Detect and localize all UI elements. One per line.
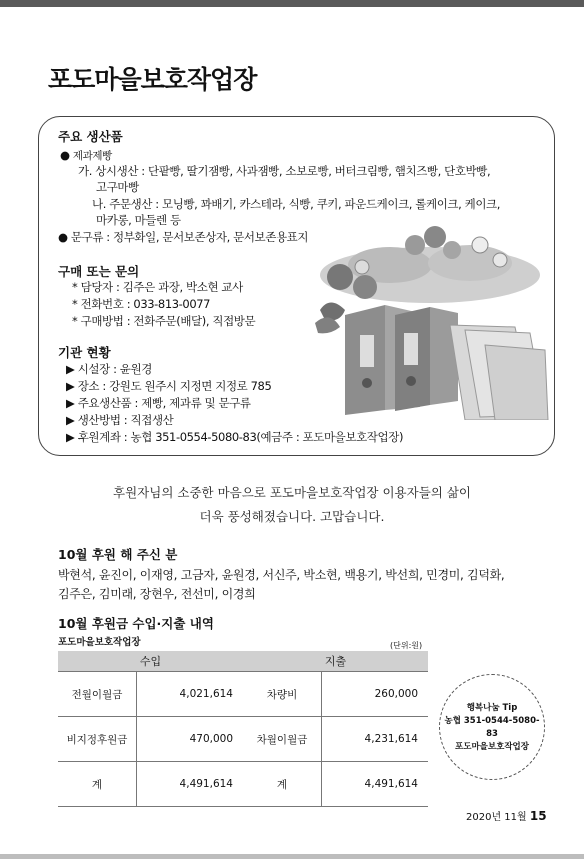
expense-value: 4,231,614 xyxy=(322,717,429,762)
products-heading: 주요 생산품 xyxy=(58,129,123,144)
top-bar xyxy=(0,0,584,7)
expense-value: 4,491,614 xyxy=(322,762,429,807)
table-row xyxy=(58,672,243,717)
order-products-line-cont: 마카롱, 마들렌 등 xyxy=(96,213,181,227)
income-table xyxy=(58,651,243,807)
status-location: ▶ 장소 : 강원도 원주시 지정면 지정로 785 xyxy=(66,379,272,393)
order-products-line: 나. 주문생산 : 모닝빵, 꽈배기, 카스테라, 식빵, 쿠키, 파운드케이크, 롤케이크, 케이크, xyxy=(92,197,501,211)
contact-manager: * 담당자 : 김주은 과장, 박소현 교사 xyxy=(72,280,243,294)
bottom-bar xyxy=(0,854,584,859)
contact-method: * 구매방법 : 전화주문(배달), 직접방문 xyxy=(72,314,256,328)
regular-products-line-cont: 고구마빵 xyxy=(96,180,139,194)
expense-label: 차량비 xyxy=(243,672,322,717)
bullet-icon: ● xyxy=(58,230,68,244)
tip-account: 농협 351-0544-5080-83 xyxy=(444,716,540,739)
bullet-icon: ● xyxy=(60,148,70,162)
footer-date: 2020년 11월 xyxy=(466,812,527,823)
income-label: 전월이월금 xyxy=(58,672,137,717)
income-label: 계 xyxy=(58,762,137,807)
income-value: 470,000 xyxy=(137,717,244,762)
expense-value: 260,000 xyxy=(322,672,429,717)
expense-header: 지출 xyxy=(243,651,428,672)
page-footer xyxy=(466,808,547,823)
income-header: 수입 xyxy=(58,651,243,672)
contact-heading: 구매 또는 문의 xyxy=(58,264,140,279)
table-row xyxy=(243,672,428,717)
tip-owner: 포도마을보호작업장 xyxy=(455,742,529,752)
regular-products-line: 가. 상시생산 : 단팥빵, 딸기잼빵, 사과잼빵, 소보로빵, 버터크림빵, 햄치즈빵, 단호박빵, xyxy=(78,164,491,178)
income-label: 비지정후원금 xyxy=(58,717,137,762)
expense-label: 계 xyxy=(243,762,322,807)
contact-phone: * 전화번호 : 033-813-0077 xyxy=(72,297,211,311)
products-photo xyxy=(300,215,550,420)
finance-org: 포도마을보호작업장 xyxy=(58,637,141,648)
expense-label: 차월이월금 xyxy=(243,717,322,762)
thanks-line-1: 후원자님의 소중한 마음으로 포도마을보호작업장 이용자들의 삶이 xyxy=(113,485,471,500)
tip-title: 행복나눔 Tip xyxy=(466,703,518,713)
stationery-text: 문구류 : 정부화일, 문서보존상자, 문서보존용표지 xyxy=(70,230,309,244)
expense-table xyxy=(243,651,428,807)
page-title: 포도마을보호작업장 xyxy=(48,65,257,94)
donors-heading: 10월 후원 해 주신 분 xyxy=(58,547,178,562)
table-row xyxy=(243,762,428,807)
stationery-item xyxy=(58,229,308,245)
status-account: ▶ 후원계좌 : 농협 351-0554-5080-83(예금주 : 포도마을보호작업장) xyxy=(66,430,404,444)
finance-heading: 10월 후원금 수입·지출 내역 xyxy=(58,616,214,631)
table-row xyxy=(58,762,243,807)
bakery-item xyxy=(60,148,112,163)
table-row xyxy=(243,717,428,762)
tip-badge xyxy=(439,674,545,780)
bakery-label: 제과제빵 xyxy=(72,150,112,162)
income-value: 4,491,614 xyxy=(137,762,244,807)
income-value: 4,021,614 xyxy=(137,672,244,717)
table-row xyxy=(58,717,243,762)
status-heading: 기관 현황 xyxy=(58,345,111,360)
status-director: ▶ 시설장 : 윤원경 xyxy=(66,362,152,376)
thanks-line-2: 더욱 풍성해졌습니다. 고맙습니다. xyxy=(199,509,385,524)
status-method: ▶ 생산방법 : 직접생산 xyxy=(66,413,174,427)
donors-line-2: 김주은, 김미래, 장현우, 전선미, 이경희 xyxy=(58,587,256,601)
donors-line-1: 박현석, 윤진이, 이재영, 고금자, 윤원경, 서신주, 박소현, 백용기, 박선희, 민경미, 김덕화, xyxy=(58,568,505,582)
finance-unit: (단위:원) xyxy=(390,641,423,650)
page-number: 15 xyxy=(529,809,547,823)
status-products: ▶ 주요생산품 : 제빵, 제과류 및 문구류 xyxy=(66,396,251,410)
